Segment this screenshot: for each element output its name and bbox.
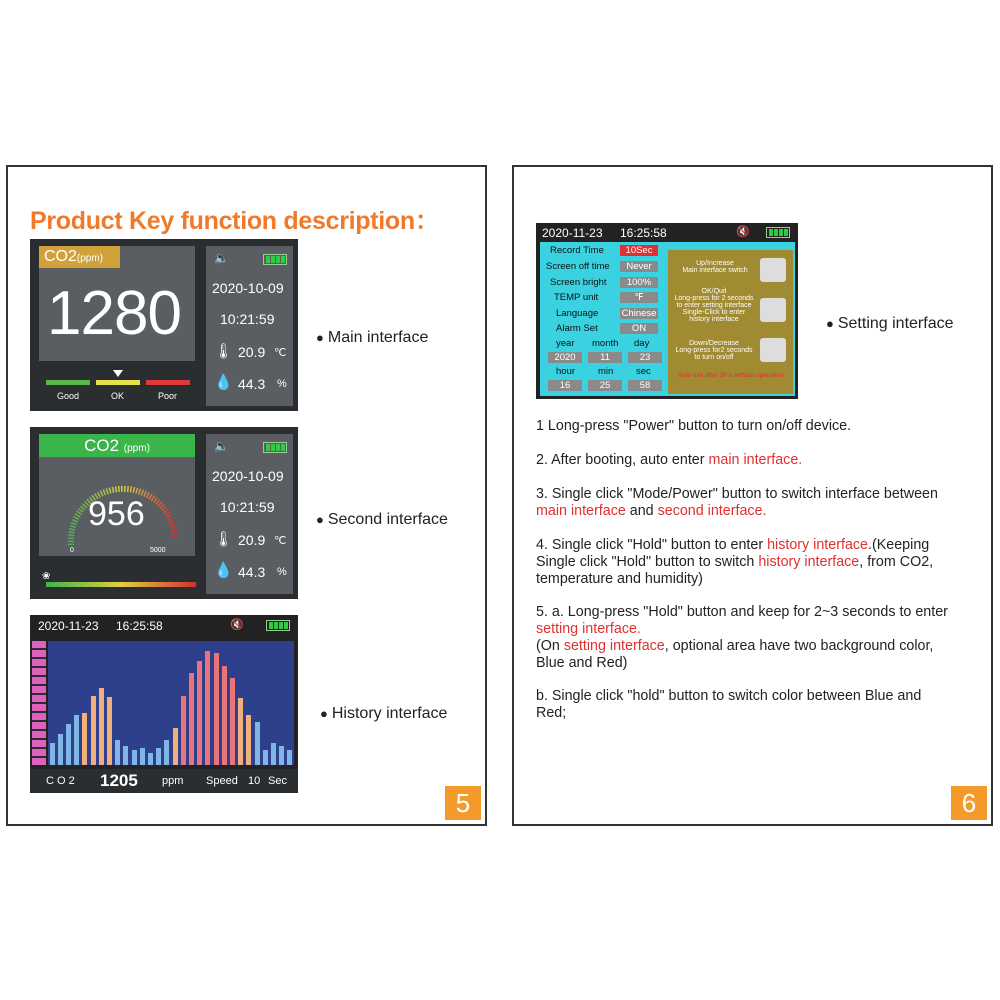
button-help-panel bbox=[668, 250, 793, 394]
humidity-unit: % bbox=[277, 566, 287, 578]
history-bar-plot bbox=[48, 641, 294, 765]
good-bar bbox=[46, 380, 90, 385]
history-bar bbox=[287, 750, 292, 765]
second-interface-label-text: Second interface bbox=[327, 511, 448, 528]
manual-page-5 bbox=[6, 165, 487, 826]
main-interface-screen bbox=[30, 239, 298, 411]
instruction-3-highlight: main interface bbox=[536, 503, 626, 519]
instruction-6-text: Red; bbox=[536, 705, 567, 721]
setting-time: 16:25:58 bbox=[620, 226, 667, 240]
co2-value: 1280 bbox=[47, 279, 181, 348]
instruction-4-highlight: history interface bbox=[767, 537, 869, 553]
setting-value[interactable]: Never bbox=[620, 261, 658, 272]
humidity-icon: 💧 bbox=[214, 374, 233, 391]
ok-label: OK bbox=[111, 391, 125, 401]
gauge-min: 0 bbox=[70, 547, 74, 554]
history-bar bbox=[189, 673, 194, 765]
date-text: 2020-10-09 bbox=[212, 280, 284, 296]
main-interface-label: ● Main interface bbox=[316, 329, 429, 346]
instruction-3-text: and bbox=[625, 503, 658, 519]
history-bar bbox=[222, 666, 227, 765]
history-interface-screen bbox=[30, 615, 298, 793]
instruction-1: 1 Long-press "Power" button to turn on/off device. bbox=[536, 418, 852, 434]
status-panel bbox=[206, 434, 293, 594]
setting-name: TEMP unit bbox=[554, 292, 599, 303]
instruction-5-text: (On bbox=[536, 638, 564, 654]
co2-header-unit: (ppm) bbox=[123, 443, 150, 454]
speaker-icon: 🔈 bbox=[214, 439, 229, 453]
main-interface-label-text: Main interface bbox=[327, 329, 429, 346]
co2-tag bbox=[39, 246, 120, 268]
speed-unit: Sec bbox=[268, 775, 287, 787]
instruction-3-highlight: second interface. bbox=[657, 503, 767, 519]
history-bar bbox=[205, 651, 210, 765]
help-up-text: Up/Increase Main interface switch bbox=[682, 260, 748, 274]
mute-icon: 🔇 bbox=[736, 226, 750, 238]
level-pointer-icon bbox=[113, 370, 123, 377]
mode-button-icon bbox=[760, 258, 786, 282]
battery-icon bbox=[766, 227, 790, 238]
instruction-3 bbox=[536, 486, 976, 520]
history-bottom-bar bbox=[30, 769, 298, 793]
co2-unit: (ppm) bbox=[76, 253, 104, 264]
history-bar bbox=[214, 653, 219, 765]
manual-page-6 bbox=[512, 165, 993, 826]
instruction-5-text: Blue and Red) bbox=[536, 655, 628, 671]
history-bar bbox=[173, 728, 178, 765]
instruction-5-text: , optional area have two background color, bbox=[664, 638, 934, 654]
co2-header bbox=[39, 434, 195, 457]
date-text: 2020-10-09 bbox=[212, 468, 284, 484]
setting-value[interactable]: 100% bbox=[620, 277, 658, 288]
gauge-max: 5000 bbox=[150, 547, 166, 554]
instruction-3-text: 3. Single click "Mode/Power" button to switch interface between bbox=[536, 486, 938, 502]
setting-interface-label: ● Setting interface bbox=[826, 315, 954, 332]
instruction-6 bbox=[536, 688, 976, 722]
setting-top-bar bbox=[536, 223, 798, 241]
auto-exit-text: Auto exit after 30 s without operation bbox=[677, 372, 784, 379]
history-bar bbox=[181, 696, 186, 765]
history-bar bbox=[91, 696, 96, 765]
instruction-5-text: 5. a. Long-press "Hold" button and keep for 2~3 seconds to enter bbox=[536, 604, 948, 620]
instruction-5 bbox=[536, 604, 976, 672]
history-co2-value: 1205 bbox=[100, 771, 138, 790]
fan-icon: ❀ bbox=[42, 571, 51, 582]
year-header: year bbox=[556, 338, 575, 349]
page-number: 6 bbox=[951, 786, 987, 820]
history-bar bbox=[230, 678, 235, 765]
history-bar bbox=[246, 715, 251, 765]
help-ok-text: OK/Quit Long-press for 2 seconds to enter setting interface Single-Click to enter history interface bbox=[674, 288, 754, 323]
hour-value[interactable]: 16 bbox=[548, 380, 582, 391]
history-scale-legend bbox=[32, 641, 46, 765]
setting-interface-screen bbox=[536, 223, 798, 399]
good-label: Good bbox=[57, 391, 80, 401]
poor-label: Poor bbox=[158, 391, 178, 401]
instruction-4-highlight: history interface bbox=[758, 554, 860, 570]
second-interface-label: ● Second interface bbox=[316, 511, 448, 528]
history-top-bar bbox=[30, 615, 298, 637]
temp-unit: ℃ bbox=[274, 347, 287, 359]
history-bar bbox=[82, 713, 87, 765]
thermometer-icon: 🌡 bbox=[214, 531, 234, 548]
history-interface-label: ● History interface bbox=[320, 705, 448, 722]
setting-name: Alarm Set bbox=[556, 323, 598, 334]
history-bar bbox=[58, 734, 63, 765]
help-down-text: Down/Decrease Long-press for2 seconds to turn on/off bbox=[675, 340, 753, 361]
thermometer-icon: 🌡 bbox=[214, 343, 234, 360]
history-bar bbox=[263, 750, 268, 765]
instruction-6-text: b. Single click "hold" button to switch color between Blue and bbox=[536, 688, 922, 704]
history-bar bbox=[123, 746, 128, 765]
year-value[interactable]: 2020 bbox=[548, 352, 582, 363]
history-interface-label-text: History interface bbox=[331, 705, 448, 722]
history-bar bbox=[115, 740, 120, 765]
history-bar bbox=[148, 753, 153, 765]
instruction-4-text: , from CO2, bbox=[859, 554, 934, 570]
ok-bar bbox=[96, 380, 140, 385]
history-bar bbox=[279, 746, 284, 765]
setting-value[interactable]: ON bbox=[620, 323, 658, 334]
humidity-value: 44.3 bbox=[238, 564, 266, 580]
history-bar bbox=[66, 724, 71, 765]
history-time: 16:25:58 bbox=[116, 619, 163, 633]
instruction-5-highlight: setting interface. bbox=[536, 621, 641, 637]
time-text: 10:21:59 bbox=[220, 311, 275, 327]
day-header: day bbox=[634, 338, 650, 349]
status-panel bbox=[206, 246, 293, 406]
speed-value: 10 bbox=[248, 775, 261, 787]
instruction-4-text: temperature and humidity) bbox=[536, 571, 703, 587]
setting-value[interactable]: Chinese bbox=[621, 308, 657, 319]
instruction-5-highlight: setting interface bbox=[563, 638, 665, 654]
hold-button-icon bbox=[760, 298, 786, 322]
instruction-4-text: 4. Single click "Hold" button to enter bbox=[536, 537, 768, 553]
speaker-icon: 🔈 bbox=[214, 251, 229, 265]
setting-interface-label-text: Setting interface bbox=[837, 315, 954, 332]
level-gradient-bar bbox=[46, 582, 196, 587]
humidity-value: 44.3 bbox=[238, 376, 266, 392]
temp-unit: ℃ bbox=[274, 535, 287, 547]
page-number: 5 bbox=[445, 786, 481, 820]
sec-value[interactable]: 58 bbox=[628, 380, 662, 391]
speed-label: Speed bbox=[206, 775, 238, 787]
setting-name: Record Time bbox=[550, 245, 604, 256]
setting-name: Screen bright bbox=[550, 277, 607, 288]
instruction-2-highlight: main interface. bbox=[708, 452, 803, 468]
history-bar bbox=[197, 661, 202, 765]
second-interface-screen bbox=[30, 427, 298, 599]
history-bar bbox=[99, 688, 104, 765]
co2-header-text: CO2 bbox=[84, 436, 120, 455]
temp-value: 20.9 bbox=[238, 532, 266, 548]
setting-name: Language bbox=[556, 308, 599, 319]
history-bar bbox=[74, 715, 79, 765]
instruction-4-text: .(Keeping bbox=[868, 537, 930, 553]
history-bar bbox=[156, 748, 161, 765]
history-bar bbox=[164, 740, 169, 765]
instruction-2-text: 2. After booting, auto enter bbox=[536, 452, 709, 468]
history-unit: ppm bbox=[162, 775, 184, 787]
day-value[interactable]: 23 bbox=[628, 352, 662, 363]
battery-icon bbox=[266, 620, 290, 631]
min-header: min bbox=[598, 366, 614, 377]
month-value[interactable]: 11 bbox=[588, 352, 622, 363]
poor-bar bbox=[146, 380, 190, 385]
co2-tag-text: CO2 bbox=[44, 248, 77, 265]
page-title: Product Key function description： bbox=[30, 207, 440, 235]
co2-panel bbox=[39, 246, 195, 361]
history-bar bbox=[238, 698, 243, 765]
sec-header: sec bbox=[636, 366, 651, 377]
setting-body bbox=[540, 242, 795, 396]
instruction-4-text: Single click "Hold" button to switch bbox=[536, 554, 759, 570]
history-bar bbox=[132, 750, 137, 765]
mute-icon: 🔇 bbox=[230, 619, 244, 631]
instruction-4 bbox=[536, 537, 976, 588]
setting-value[interactable]: ℉ bbox=[620, 292, 658, 303]
history-bar bbox=[107, 697, 112, 765]
history-bar bbox=[50, 743, 55, 765]
co2-value: 956 bbox=[88, 495, 145, 533]
history-date: 2020-11-23 bbox=[38, 619, 99, 633]
humidity-icon: 💧 bbox=[214, 562, 233, 579]
battery-icon bbox=[263, 442, 287, 453]
history-bar bbox=[140, 748, 145, 765]
time-text: 10:21:59 bbox=[220, 499, 275, 515]
setting-date: 2020-11-23 bbox=[542, 226, 603, 240]
setting-name: Screen off time bbox=[546, 261, 610, 272]
temp-value: 20.9 bbox=[238, 344, 266, 360]
history-bar bbox=[271, 743, 276, 765]
month-header: month bbox=[592, 338, 619, 349]
battery-icon bbox=[263, 254, 287, 265]
hour-header: hour bbox=[556, 366, 576, 377]
setting-value[interactable]: 10Sec bbox=[620, 245, 658, 256]
instruction-2 bbox=[536, 452, 976, 469]
history-co2-label: C O 2 bbox=[46, 775, 75, 787]
power-button-icon bbox=[760, 338, 786, 362]
humidity-unit: % bbox=[277, 378, 287, 390]
history-bar bbox=[255, 722, 260, 765]
min-value[interactable]: 25 bbox=[588, 380, 622, 391]
